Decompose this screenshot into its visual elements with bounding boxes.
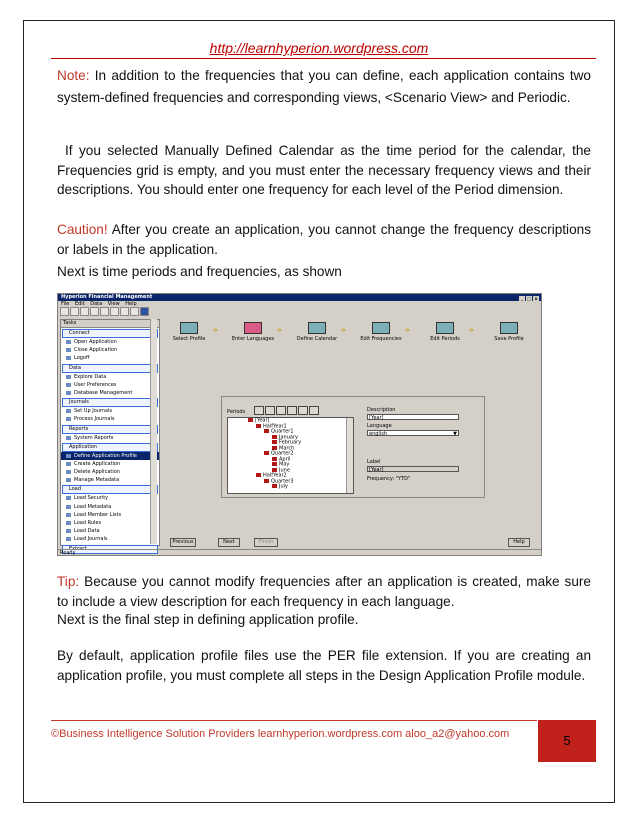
- caution-label: Caution!: [57, 222, 108, 237]
- member-icon: [272, 484, 277, 488]
- task-logoff[interactable]: Logoff: [61, 354, 159, 362]
- description-field[interactable]: [Year]: [367, 414, 459, 420]
- paste-icon[interactable]: [110, 307, 119, 316]
- tasks-header: Tasks: [61, 320, 159, 328]
- note-label: Note:: [57, 68, 90, 83]
- step-save-profile[interactable]: [484, 322, 534, 342]
- task-load-member-lists[interactable]: Load Member Lists: [61, 511, 159, 519]
- toolbar: [60, 307, 210, 317]
- final-paragraph: By default, application profile files use the PER file extension. If you are creating an application profile, you must complete all steps in the Design Application Profile module.: [57, 648, 591, 683]
- task-load-journals[interactable]: Load Journals: [61, 535, 159, 543]
- minimize-button[interactable]: _: [521, 296, 523, 301]
- caution-paragraph: [57, 220, 591, 259]
- language-label: Language: [367, 423, 392, 429]
- menu-file[interactable]: File: [61, 301, 70, 307]
- step-select-profile[interactable]: [164, 322, 214, 342]
- finish-button[interactable]: Finish: [254, 538, 278, 547]
- member-icon: [256, 473, 261, 477]
- tasks-pane: [60, 319, 160, 552]
- section-connect[interactable]: Connect: [62, 329, 158, 338]
- periods-icon: [436, 322, 454, 334]
- previous-button[interactable]: Previous: [170, 538, 196, 547]
- arrow-icon: ➜: [468, 326, 474, 334]
- member-icon: [264, 479, 269, 483]
- member-icon: [264, 451, 269, 455]
- promote-icon[interactable]: [287, 406, 297, 415]
- step-label: Edit Frequencies: [360, 336, 402, 342]
- arrow-icon: ➜: [404, 326, 410, 334]
- tree-node[interactable]: March: [228, 446, 353, 452]
- arrow-icon: ➜: [276, 326, 282, 334]
- print-icon[interactable]: [90, 307, 99, 316]
- caution-text: After you create an application, you cannot change the frequency descriptions or labels in the application.: [57, 222, 591, 257]
- task-define-application-profile[interactable]: Define Application Profile: [61, 452, 159, 460]
- task-delete-application[interactable]: Delete Application: [61, 468, 159, 476]
- member-icon: [264, 429, 269, 433]
- member-icon: [272, 440, 277, 444]
- close-button[interactable]: x: [534, 296, 538, 301]
- tree-node[interactable]: April: [228, 457, 353, 463]
- arrow-icon: ➜: [212, 326, 218, 334]
- status-bar: Ready: [58, 549, 541, 555]
- member-icon: [272, 435, 277, 439]
- tip-paragraph: [57, 572, 591, 611]
- section-reports[interactable]: Reports: [62, 425, 158, 434]
- hfm-screenshot: [57, 293, 542, 556]
- header-divider: [51, 58, 596, 59]
- next-periods-line: Next is time periods and frequencies, as shown: [57, 264, 342, 279]
- delete-icon[interactable]: [276, 406, 286, 415]
- step-define-calendar[interactable]: [292, 322, 342, 342]
- periods-toolbar: [254, 406, 320, 417]
- section-extract[interactable]: Extract: [62, 545, 158, 554]
- section-journals[interactable]: Journals: [62, 398, 158, 407]
- step-label: Save Profile: [494, 336, 524, 342]
- new-icon[interactable]: [60, 307, 69, 316]
- save-profile-icon: [500, 322, 518, 334]
- profile-icon: [180, 322, 198, 334]
- frequency-text: Frequency: "YTD": [367, 476, 411, 482]
- footer-divider: [51, 720, 537, 721]
- help-icon[interactable]: [140, 307, 149, 316]
- tree-node[interactable]: February: [228, 440, 353, 446]
- task-create-application[interactable]: Create Application: [61, 460, 159, 468]
- chevron-down-icon: ▼: [453, 431, 457, 437]
- task-set-up-journals[interactable]: Set Up Journals: [61, 407, 159, 415]
- member-icon: [272, 446, 277, 450]
- copy-icon[interactable]: [100, 307, 109, 316]
- header-link[interactable]: http://learnhyperion.wordpress.com: [209, 40, 429, 56]
- tip-text: Because you cannot modify frequencies after an application is created, make sure to include a view description for each frequency in each language.: [57, 574, 591, 609]
- member-icon: [272, 457, 277, 461]
- task-user-preferences[interactable]: User Preferences: [61, 381, 159, 389]
- periods-label: Periods: [227, 409, 246, 415]
- step-label: Select Profile: [172, 336, 206, 342]
- label-field[interactable]: [Year]: [367, 466, 459, 472]
- save-icon[interactable]: [80, 307, 89, 316]
- member-icon: [272, 462, 277, 466]
- tree-node[interactable]: HalfYear1: [228, 424, 353, 430]
- tree-node[interactable]: June: [228, 468, 353, 474]
- note-text: In addition to the frequencies that you can define, each application contains two system-defined frequencies and corresponding views, <Scenario View> and Periodic.: [57, 68, 591, 105]
- step-label: Edit Periods: [430, 336, 460, 342]
- frequencies-icon: [372, 322, 390, 334]
- window-title: Hyperion Financial Management: [61, 294, 153, 300]
- demote-icon[interactable]: [298, 406, 308, 415]
- member-icon: [256, 424, 261, 428]
- tip-label: Tip:: [57, 574, 80, 589]
- calendar-paragraph: If you selected Manually Defined Calendar as the time period for the calendar, the Frequencies grid is empty, and you must enter the necessary frequency views and their descriptions. You should enter one frequency for each level of the Period dimension.: [57, 143, 591, 197]
- task-load-metadata[interactable]: Load Metadata: [61, 503, 159, 511]
- menu-view[interactable]: View: [107, 301, 120, 307]
- menu-help[interactable]: Help: [125, 301, 137, 307]
- page-number: 5: [538, 720, 596, 762]
- help-icon[interactable]: [309, 406, 319, 415]
- language-select[interactable]: english ▼: [369, 431, 457, 437]
- menu-data[interactable]: Data: [90, 301, 103, 307]
- section-data[interactable]: Data: [62, 364, 158, 373]
- tree-node[interactable]: May: [228, 462, 353, 468]
- languages-icon: [244, 322, 262, 334]
- task-load-security[interactable]: Load Security: [61, 494, 159, 502]
- grid-icon[interactable]: [130, 307, 139, 316]
- periods-dialog: [221, 396, 485, 498]
- arrow-icon: ➜: [340, 326, 346, 334]
- task-load-rules[interactable]: Load Rules: [61, 519, 159, 527]
- task-database-management[interactable]: Database Management: [61, 389, 159, 397]
- member-icon: [248, 418, 253, 422]
- task-process-journals[interactable]: Process Journals: [61, 415, 159, 423]
- task-close-application[interactable]: Close Application: [61, 346, 159, 354]
- tree-scrollbar[interactable]: [346, 418, 353, 493]
- task-manage-metadata[interactable]: Manage Metadata: [61, 476, 159, 484]
- open-icon[interactable]: [70, 307, 79, 316]
- task-explore-data[interactable]: Explore Data: [61, 373, 159, 381]
- footer-text: ©Business Intelligence Solution Providers learnhyperion.wordpress.com aloo_a2@yahoo.com: [51, 728, 510, 740]
- section-application[interactable]: Application: [62, 443, 158, 452]
- description-label: Description: [367, 407, 396, 413]
- tree-node[interactable]: July: [228, 484, 353, 490]
- member-icon: [272, 468, 277, 472]
- wizard-steps: [164, 322, 539, 346]
- tree-node[interactable]: [Year]: [228, 418, 353, 424]
- step-edit-periods[interactable]: [420, 322, 470, 342]
- tree-node[interactable]: Quarter3: [228, 479, 353, 485]
- refresh-icon[interactable]: [120, 307, 129, 316]
- task-system-reports[interactable]: System Reports: [61, 434, 159, 442]
- window-titlebar: [58, 294, 541, 301]
- insert-child-icon[interactable]: [254, 406, 264, 415]
- help-button[interactable]: Help: [508, 538, 530, 547]
- note-paragraph: [57, 65, 591, 109]
- step-edit-frequencies[interactable]: [356, 322, 406, 342]
- section-load[interactable]: Load: [62, 485, 158, 494]
- step-label: Define Calendar: [296, 336, 338, 342]
- task-load-data[interactable]: Load Data: [61, 527, 159, 535]
- periods-tree: [227, 417, 354, 494]
- tasks-scrollbar[interactable]: [150, 319, 157, 544]
- insert-sibling-icon[interactable]: [265, 406, 275, 415]
- tree-node[interactable]: HalfYear2: [228, 473, 353, 479]
- label-label: Label: [367, 459, 381, 465]
- task-open-application[interactable]: Open Application: [61, 338, 159, 346]
- step-enter-languages[interactable]: [228, 322, 278, 342]
- tree-node[interactable]: January: [228, 435, 353, 441]
- next-final-step-line: Next is the final step in defining application profile.: [57, 612, 359, 627]
- maximize-button[interactable]: □: [527, 296, 531, 301]
- menu-edit[interactable]: Edit: [74, 301, 85, 307]
- calendar-icon: [308, 322, 326, 334]
- tree-node[interactable]: Quarter2: [228, 451, 353, 457]
- step-label: Enter Languages: [231, 336, 275, 342]
- next-button[interactable]: Next: [218, 538, 240, 547]
- tree-node[interactable]: Quarter1: [228, 429, 353, 435]
